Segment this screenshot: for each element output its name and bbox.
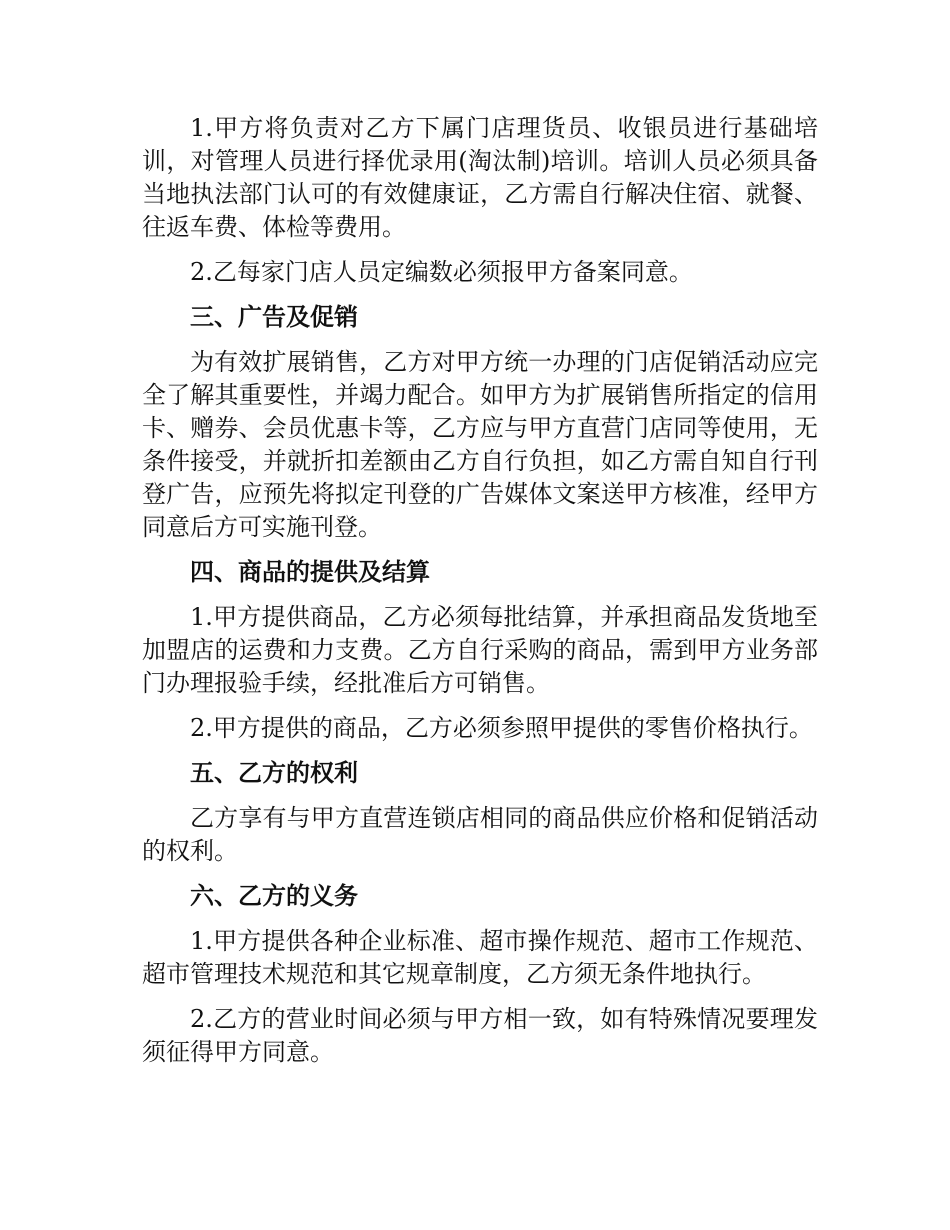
section-heading-obligations: 六、乙方的义务 bbox=[190, 882, 358, 910]
paragraph-retail-price: 2.甲方提供的商品，乙方必须参照甲提供的零售价格执行。 bbox=[190, 714, 813, 742]
section-heading-advertising: 三、广告及促销 bbox=[190, 303, 358, 331]
paragraph-standards: 1.甲方提供各种企业标准、超市操作规范、超市工作规范、超市管理技术规范和其它规章制度，乙方须无条件地执行。 bbox=[142, 927, 818, 988]
section-heading-rights: 五、乙方的权利 bbox=[190, 759, 358, 787]
paragraph-promotion: 为有效扩展销售，乙方对甲方统一办理的门店促销活动应完全了解其重要性，并竭力配合。如甲方为扩展销售所指定的信用卡、赠券、会员优惠卡等，乙方应与甲方直营门店同等使用，无条件接受，并就折扣差额由乙方自行负担，如乙方需自知自行刊登广告，应预先将拟定刊登的广告媒体文案送甲方核准，经甲方同意后方可实施刊登。 bbox=[142, 348, 818, 541]
paragraph-rights: 乙方享有与甲方直营连锁店相同的商品供应价格和促销活动的权利。 bbox=[142, 804, 818, 865]
paragraph-goods-supply: 1.甲方提供商品，乙方必须每批结算，并承担商品发货地至加盟店的运费和力支费。乙方自行采购的商品，需到甲方业务部门办理报验手续，经批准后方可销售。 bbox=[142, 603, 818, 697]
paragraph-training: 1.甲方将负责对乙方下属门店理货员、收银员进行基础培训，对管理人员进行择优录用(淘汰制)培训。培训人员必须具备当地执法部门认可的有效健康证，乙方需自行解决住宿、就餐、往返车费、体检等费用。 bbox=[142, 114, 818, 241]
paragraph-staffing: 2.乙每家门店人员定编数必须报甲方备案同意。 bbox=[190, 258, 693, 286]
section-heading-goods-settlement: 四、商品的提供及结算 bbox=[190, 558, 430, 586]
document-body bbox=[142, 112, 818, 1081]
paragraph-business-hours: 2.乙方的营业时间必须与甲方相一致，如有特殊情况要理发须征得甲方同意。 bbox=[142, 1005, 818, 1066]
